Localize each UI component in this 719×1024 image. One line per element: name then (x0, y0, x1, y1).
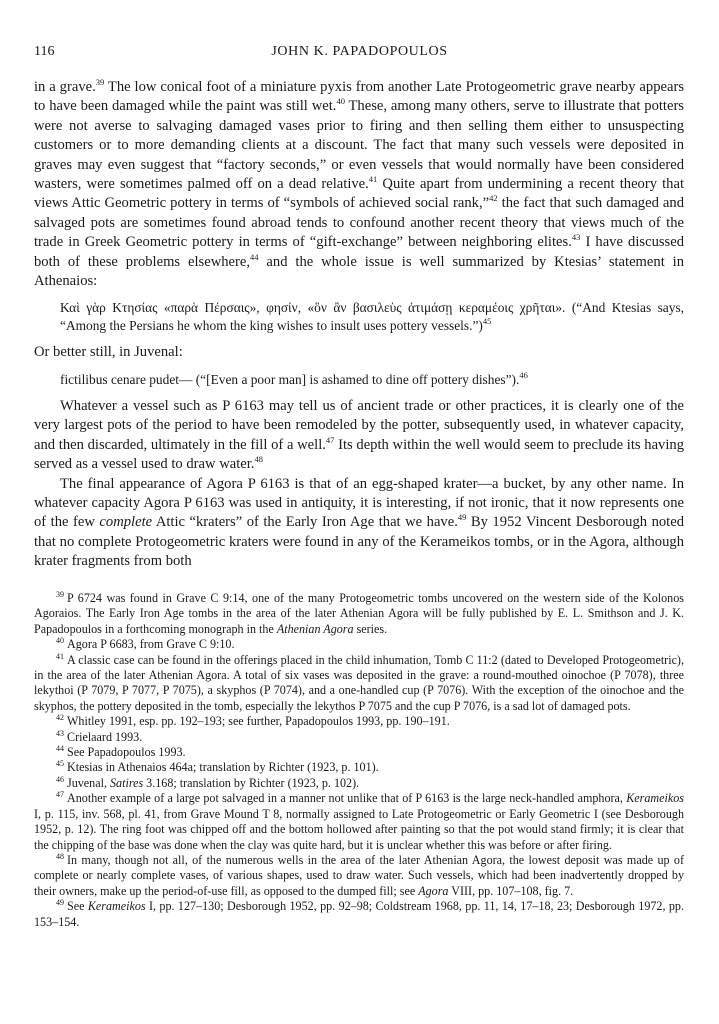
footnote-text: I, p. 115, inv. 568, pl. 41, from Grave Mound T 8, normally assigned to Late Protogeometric or Early Geometric I (see Desborough 1952, p. 12). The ring foot was chipped off and the bottom hollowed after painting so that the pot would stand firmly; it is clear that the chipping of the base was done when the clay was quite hard, but it is unclear whether this was before or after firing. (34, 806, 684, 852)
footnote-text: Crielaard 1993. (67, 729, 143, 744)
footnote-number: 42 (56, 713, 64, 723)
footnote-number: 41 (56, 651, 64, 661)
footnote-ref-46[interactable]: 46 (519, 369, 528, 380)
footnote-number: 39 (56, 590, 64, 599)
emphasis: Kerameikos (626, 791, 684, 806)
footnote-44 (34, 745, 684, 760)
footnote-number: 44 (56, 744, 64, 754)
latin-quotation (60, 371, 684, 389)
footnote-text: See Papadopoulos 1993. (67, 745, 186, 760)
footnote-ref-49[interactable]: 49 (457, 512, 467, 523)
emphasis: Kerameikos (87, 899, 146, 914)
emphasis: Satires (110, 775, 144, 790)
text-run: Attic “kraters” of the Early Iron Age that we have. (152, 514, 458, 531)
text-run: The low conical foot of a miniature pyxis from another Late Protogeometric grave nearby appears to have been damaged while the paint was still wet. (34, 79, 684, 115)
footnote-text: Juvenal, (67, 775, 110, 790)
emphasis: Athenian Agora (276, 621, 354, 636)
emphasis: complete (99, 514, 153, 531)
footnote-text: VIII, pp. 107–108, fig. 7. (448, 883, 574, 898)
footnote-45 (34, 760, 684, 775)
page-number: 116 (34, 44, 55, 59)
footnote-number: 48 (56, 851, 64, 861)
footnote-text: Agora P 6683, from Grave C 9:10. (67, 637, 235, 652)
footnote-ref-43[interactable]: 43 (571, 232, 581, 243)
footnote-42 (34, 714, 684, 729)
running-head: JOHN K. PAPADOPOULOS (271, 44, 448, 59)
footnote-text: Ktesias in Athenaios 464a; translation by Richter (1923, p. 101). (67, 760, 379, 775)
footnote-ref-40[interactable]: 40 (336, 96, 345, 107)
footnote-text: See (67, 899, 88, 914)
text-run: These, among many others, serve to illustrate that potters were not averse to salvaging damaged vases prior to firing and then selling them either to unsuspecting customers or to more demanding clients at a discount. The fact that many such vessels were deposited in graves may even suggest that “factory seconds,” or even vessels that would normally have been considered wasters, were sometimes palmed off on a dead relative. (34, 98, 684, 193)
footnote-ref-45[interactable]: 45 (482, 316, 492, 327)
footnote-ref-41[interactable]: 41 (368, 174, 378, 185)
text-run: in a grave. (34, 79, 96, 95)
footnotes (34, 591, 684, 930)
footnote-46 (34, 776, 684, 791)
paragraph-3 (34, 397, 684, 475)
footnote-text: In many, though not all, of the numerous wells in the area of the later Athenian Agora, the lowest deposit was made up of complete or nearly complete vases, of various shapes, used to draw water. Such vessels, which had been inadvertently dropped by their owners, make up the period-of-use fill, as opposed to the dumped fill; see (34, 852, 684, 898)
footnote-text: I, pp. 127–130; Desborough 1952, pp. 92–98; Coldstream 1968, pp. 11, 14, 17–18, 23; Desborough 1972, pp. 153–154. (34, 899, 684, 929)
footnote-ref-48[interactable]: 48 (254, 454, 263, 465)
greek-quotation (60, 299, 684, 335)
text-run: Whatever a vessel such as P 6163 may tell us of ancient trade or other practices, it is clearly one of the very largest pots of the period to have been remodeled by the potter, subsequently used, in whatever capacity, and then discarded, ultimately in the fill of a well. (34, 397, 684, 453)
footnote-number: 45 (56, 759, 64, 769)
quote-text: fictilibus cenare pudet— (“[Even a poor man] is ashamed to dine off pottery dishes”). (60, 371, 520, 387)
footnote-48 (34, 853, 684, 899)
footnote-text: Another example of a large pot salvaged in a manner not unlike that of P 6163 is the large neck-handled amphora, (67, 791, 627, 806)
text-run: I have discussed both of these problems elsewhere, (34, 234, 684, 270)
text-run: the fact that such damaged and salvaged pots are sometimes found abroad tends to confound another recent theory that views much of the trade in Greek Geometric pottery in terms of “gift-exchange” between neighboring elites. (34, 195, 685, 251)
footnote-text: A classic case can be found in the offerings placed in the child inhumation, Tomb C 11:2 (dated to Developed Protogeometric), in the area of the later Athenian Agora. A total of six vases was deposited in the grave: a round-mouthed oinochoe (P 7078), three lekythoi (P 7079, P 7077, P 7075), a skyphos (P 7074), and a one-handled cup (P 7076). With the exception of the oinochoe and the skyphos, the pottery deposited in the tomb, especially the lekythos P 7075 and the cup P 7076, is a sad lot of damaged pots. (34, 652, 684, 713)
footnote-number: 43 (56, 728, 64, 738)
footnote-ref-39[interactable]: 39 (95, 77, 105, 87)
paragraph-4 (34, 475, 684, 572)
quote-text: Καὶ γὰρ Κτησίας «παρὰ Πέρσαις», φησίν, «ὃν ἂν βασιλεὺς ἀτιμάσῃ κεραμέοις χρῆται». (“And Ktesias says, “Among the Persians he whom the king wishes to insult uses pottery vessels.”) (60, 300, 684, 334)
footnote-ref-47[interactable]: 47 (325, 434, 335, 445)
footnote-text: series. (353, 621, 388, 636)
text-run: Quite apart from undermining a recent theory that views Attic Geometric pottery in terms of “symbols of achieved social rank,” (34, 176, 684, 212)
footnote-ref-42[interactable]: 42 (489, 193, 498, 204)
footnote-43 (34, 730, 684, 745)
footnote-47 (34, 791, 684, 853)
footnote-text: Whitley 1991, esp. pp. 192–193; see further, Papadopoulos 1993, pp. 190–191. (67, 714, 450, 729)
paragraph-1 (34, 78, 684, 291)
main-text (34, 78, 684, 572)
text-run: By 1952 Vincent Desborough noted that no complete Protogeometric kraters were found in any of the Kerameikos tombs, or in the Agora, although krater fragments from both (34, 514, 684, 570)
text-run: The final appearance of Agora P 6163 is that of an egg-shaped krater—a bucket, by any other name. In whatever capacity Agora P 6163 was used in antiquity, it is interesting, if not ironic, that it now represents one of the few (34, 475, 684, 531)
text-run: and the whole issue is well summarized by Ktesias’ statement in Athenaios: (34, 253, 684, 290)
footnote-41 (34, 653, 684, 715)
footnote-number: 47 (56, 790, 64, 800)
text-run: Its depth within the well would seem to preclude its having served as a vessel used to draw water. (34, 436, 685, 473)
footnote-39 (34, 591, 684, 637)
footnote-number: 40 (56, 636, 64, 646)
footnote-40 (34, 637, 684, 652)
footnote-text: P 6724 was found in Grave C 9:14, one of the many Protogeometric tombs uncovered on the western side of the Kolonos Agoraios. The Early Iron Age tombs in the area of the later Athenian Agora will be fully published by E. L. Smithson and J. K. Papadopoulos in a forthcoming monograph in the (34, 591, 684, 636)
footnote-number: 46 (56, 774, 64, 784)
emphasis: Agora (418, 883, 449, 898)
footnote-ref-44[interactable]: 44 (250, 251, 259, 262)
paragraph-2: Or better still, in Juvenal: (34, 344, 183, 361)
page-header (34, 44, 685, 64)
footnote-49 (34, 899, 684, 930)
footnote-text: 3.168; translation by Richter (1923, p. 102). (143, 775, 360, 790)
footnote-number: 49 (56, 898, 64, 908)
